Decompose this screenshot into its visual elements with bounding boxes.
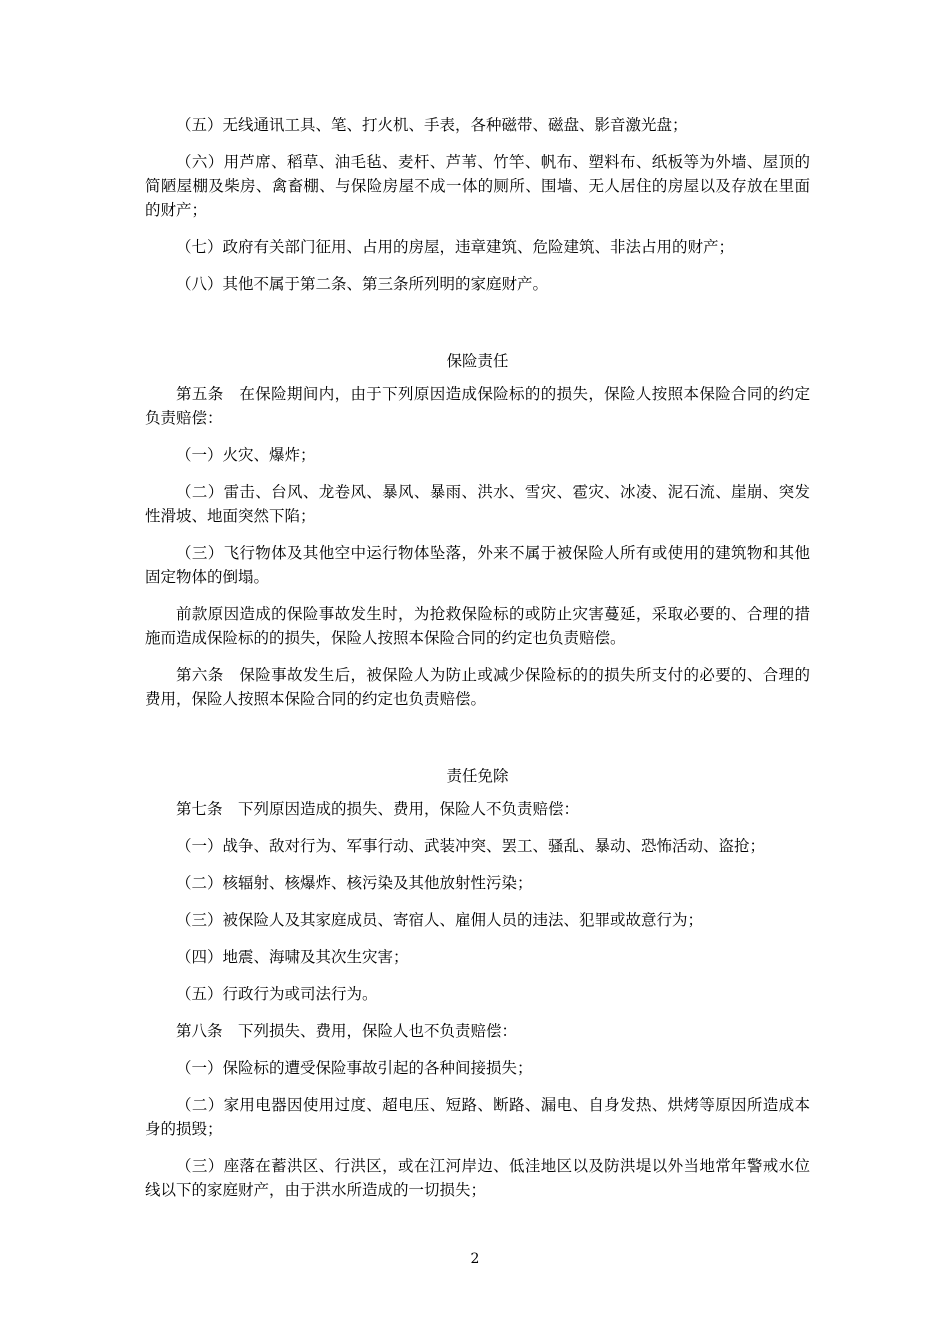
exemption-a7-item-1: （一）战争、敌对行为、军事行动、武装冲突、罢工、骚乱、暴动、恐怖活动、盗抢； — [176, 837, 766, 855]
exemption-a7-item-4: （四）地震、海啸及其次生灾害； — [176, 948, 409, 966]
liability-item-1: （一）火灾、爆炸； — [176, 446, 316, 464]
liability-item-3: （三）飞行物体及其他空中运行物体坠落，外来不属于被保险人所有或使用的建筑物和其他固定物体的倒塌。 — [145, 544, 810, 586]
page-content — [145, 113, 810, 1202]
exclusion-item-5: （五）无线通讯工具、笔、打火机、手表，各种磁带、磁盘、影音激光盘； — [176, 116, 688, 134]
article-8: 第八条 下列损失、费用，保险人也不负责赔偿： — [176, 1022, 518, 1040]
article-5: 第五条 在保险期间内，由于下列原因造成保险标的的损失，保险人按照本保险合同的约定负责赔偿： — [145, 385, 810, 427]
page-number: 2 — [470, 1251, 480, 1267]
exemption-a7-item-3: （三）被保险人及其家庭成员、寄宿人、雇佣人员的违法、犯罪或故意行为； — [176, 911, 704, 929]
exclusion-item-8: （八）其他不属于第二条、第三条所列明的家庭财产。 — [176, 275, 549, 293]
section-heading-liability: 保险责任 — [446, 352, 509, 370]
exclusion-item-6: （六）用芦席、稻草、油毛毡、麦杆、芦苇、竹竿、帆布、塑料布、纸板等为外墙、屋顶的简陋屋棚及柴房、禽畜棚、与保险房屋不成一体的厕所、围墙、无人居住的房屋以及存放在里面的财产； — [145, 153, 810, 219]
exemption-a8-item-2: （二）家用电器因使用过度、超电压、短路、断路、漏电、自身发热、烘烤等原因所造成本身的损毁； — [145, 1096, 810, 1138]
article-7: 第七条 下列原因造成的损失、费用，保险人不负责赔偿： — [176, 800, 580, 818]
exclusion-item-7: （七）政府有关部门征用、占用的房屋，违章建筑、危险建筑、非法占用的财产； — [176, 238, 735, 256]
article-6: 第六条 保险事故发生后，被保险人为防止或减少保险标的的损失所支付的必要的、合理的费用，保险人按照本保险合同的约定也负责赔偿。 — [145, 666, 810, 708]
section-heading-exemption: 责任免除 — [446, 767, 509, 785]
exemption-a8-item-3: （三）座落在蓄洪区、行洪区，或在江河岸边、低洼地区以及防洪堤以外当地常年警戒水位线以下的家庭财产，由于洪水所造成的一切损失； — [145, 1157, 810, 1199]
liability-item-2: （二）雷击、台风、龙卷风、暴风、暴雨、洪水、雪灾、雹灾、冰凌、泥石流、崖崩、突发性滑坡、地面突然下陷； — [145, 483, 810, 525]
exemption-a8-item-1: （一）保险标的遭受保险事故引起的各种间接损失； — [176, 1059, 533, 1077]
liability-rescue-clause: 前款原因造成的保险事故发生时，为抢救保险标的或防止灾害蔓延，采取必要的、合理的措施而造成保险标的的损失，保险人按照本保险合同的约定也负责赔偿。 — [145, 605, 810, 647]
exemption-a7-item-2: （二）核辐射、核爆炸、核污染及其他放射性污染； — [176, 874, 533, 892]
exemption-a7-item-5: （五）行政行为或司法行为。 — [176, 985, 378, 1003]
